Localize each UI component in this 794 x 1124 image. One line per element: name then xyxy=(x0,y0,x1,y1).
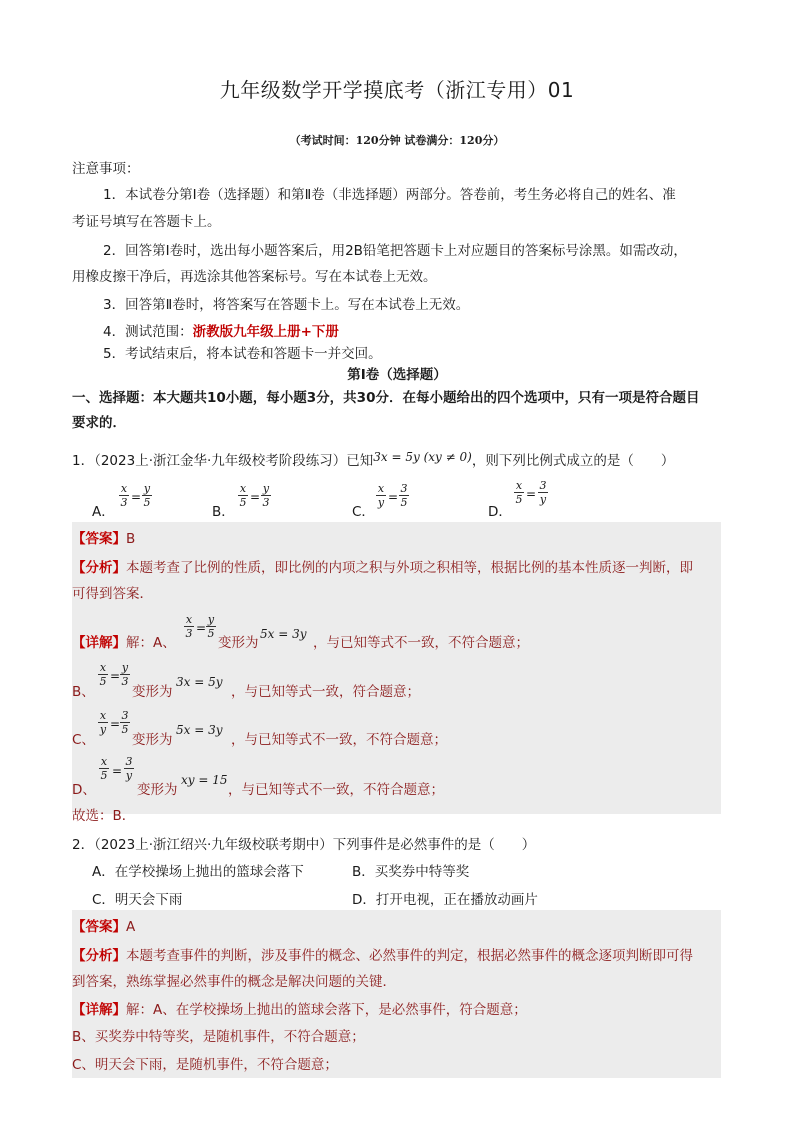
q1-option-b-right: y 3 xyxy=(262,482,270,509)
q1-detail-b-frac-right: y 3 xyxy=(121,661,129,688)
notice-item-5: 5．考试结束后，将本试卷和答题卡一并交回。 xyxy=(103,346,382,362)
q1-analysis xyxy=(72,556,693,576)
q1-detail-a-frac-right: y 5 xyxy=(207,613,215,640)
q2-detail-b: B、买奖券中特等奖，是随机事件，不符合题意； xyxy=(72,1029,365,1045)
q1-detail-a: 【详解】解：A、 xyxy=(72,635,176,651)
answer-tag: 【答案】 xyxy=(72,531,126,547)
q1-detail-d-frac-right: 3 y xyxy=(125,755,133,782)
notice-item-2-cont: 用橡皮擦干净后，再选涂其他答案标号。写在本试卷上无效。 xyxy=(72,269,437,285)
q2-analysis-text: 本题考查事件的判断，涉及事件的概念、必然事件的判定，根据必然事件的概念逐项判断即可得 xyxy=(126,948,693,964)
q2-option-d: D．打开电视，正在播放动画片 xyxy=(352,892,538,908)
q1-condition: 3x = 5y (xy ≠ 0) xyxy=(373,450,472,464)
q1-detail-c-frac-right: 3 5 xyxy=(121,709,129,736)
q1-option-a-right: y 5 xyxy=(143,482,151,509)
q1-detail-c-eq: 5x = 3y xyxy=(176,723,223,737)
q1-option-c-left: x y xyxy=(377,482,385,509)
q1-option-d-right: 3 y xyxy=(539,479,547,506)
q1-stem-suffix: ，则下列比例式成立的是（ ） xyxy=(471,453,675,469)
q2-answer-value: A xyxy=(126,919,136,935)
q1-option-d-left: x 5 xyxy=(515,479,523,506)
q1-option-d-label: D． xyxy=(488,504,512,520)
q1-detail-d-frac-left: x 5 xyxy=(100,755,108,782)
notice-heading: 注意事项： xyxy=(72,161,140,177)
q1-detail-d-eq: xy = 15 xyxy=(181,773,228,787)
notice-item-4 xyxy=(103,320,339,340)
q2-option-a: A．在学校操场上抛出的篮球会落下 xyxy=(92,864,304,880)
q2-detail-a: 【详解】解：A、在学校操场上抛出的篮球会落下，是必然事件，符合题意； xyxy=(72,1002,527,1018)
q1-stem-prefix: 1．（2023上·浙江金华·九年级校考阶段练习）已知 xyxy=(72,453,374,469)
q1-option-a-left: x 3 xyxy=(120,482,128,509)
q1-detail-a-eq: 5x = 3y xyxy=(260,627,307,641)
q1-detail-d: D、 xyxy=(72,782,96,798)
detail-tag: 【详解】 xyxy=(72,1002,126,1018)
q1-stem xyxy=(72,449,674,469)
q1-option-c-right: 3 5 xyxy=(400,482,408,509)
q1-conclusion: 故选：B． xyxy=(72,808,136,824)
page-title: 九年级数学开学摸底考（浙江专用）01 xyxy=(219,78,575,102)
section-title: 第Ⅰ卷（选择题） xyxy=(347,367,447,383)
exam-info: （考试时间：120分钟 试卷满分：120分） xyxy=(289,134,505,147)
notice-item-3: 3．回答第Ⅱ卷时，将答案写在答题卡上。写在本试卷上无效。 xyxy=(103,297,470,313)
q1-detail-b-frac-left: x 5 xyxy=(99,661,107,688)
q2-stem: 2．（2023上·浙江绍兴·九年级校联考期中）下列事件是必然事件的是（ ） xyxy=(72,837,536,853)
notice-item-4-label: 4．测试范围： xyxy=(103,324,193,340)
section-instruction: 一、选择题：本大题共10小题，每小题3分，共30分．在每小题给出的四个选项中，只有一项是符合题目 xyxy=(72,390,700,406)
q2-analysis xyxy=(72,944,693,964)
section-instruction-cont: 要求的． xyxy=(72,415,126,431)
q2-analysis-cont: 到答案，熟练掌握必然事件的概念是解决问题的关键． xyxy=(72,974,396,990)
q1-detail-b: B、 xyxy=(72,684,95,700)
q1-answer xyxy=(72,527,135,547)
q1-detail-a-frac-left: x 3 xyxy=(185,613,193,640)
notice-item-2: 2．回答第Ⅰ卷时，选出每小题答案后，用2B铅笔把答题卡上对应题目的答案标号涂黑。如需改动， xyxy=(103,243,687,259)
q1-option-b-label: B． xyxy=(212,504,235,520)
q1-detail-b-eq: 3x = 5y xyxy=(176,675,223,689)
q1-option-c-label: C． xyxy=(352,504,375,520)
answer-tag: 【答案】 xyxy=(72,919,126,935)
q2-option-c: C．明天会下雨 xyxy=(92,892,183,908)
q2-answer xyxy=(72,915,135,935)
q1-analysis-cont: 可得到答案． xyxy=(72,586,153,602)
q1-answer-value: B xyxy=(126,531,136,547)
analysis-tag: 【分析】 xyxy=(72,560,126,576)
q1-option-b-left: x 5 xyxy=(239,482,247,509)
detail-tag: 【详解】 xyxy=(72,635,126,651)
q1-detail-c: C、 xyxy=(72,732,95,748)
q2-detail-c: C、明天会下雨，是随机事件，不符合题意； xyxy=(72,1057,338,1073)
q1-analysis-text: 本题考查了比例的性质，即比例的内项之积与外项之积相等，根据比例的基本性质逐一判断，即 xyxy=(126,560,693,576)
notice-item-1-cont: 考证号填写在答题卡上。 xyxy=(72,214,221,230)
q1-detail-c-frac-left: x y xyxy=(99,709,107,736)
analysis-tag: 【分析】 xyxy=(72,948,126,964)
test-range: 浙教版九年级上册+下册 xyxy=(192,324,339,340)
q1-option-a-label: A． xyxy=(92,504,115,520)
q2-option-b: B．买奖券中特等奖 xyxy=(352,864,470,880)
notice-item-1: 1．本试卷分第Ⅰ卷（选择题）和第Ⅱ卷（非选择题）两部分。答卷前，考生务必将自己的姓名、准 xyxy=(103,187,676,203)
